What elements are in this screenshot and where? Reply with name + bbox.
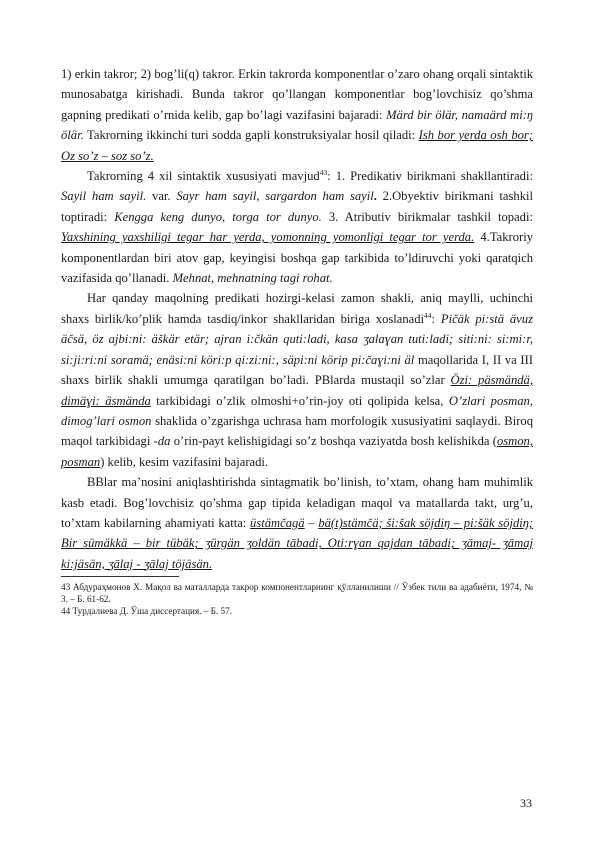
text: ) kelib, kesim vazifasini bajaradi.: [100, 454, 269, 469]
text: tarkibidagi o’zlik olmoshi+o’rin-joy oti qolipida kelsa,: [150, 393, 449, 408]
example-text: osmon, posman: [61, 434, 533, 469]
text: : 1. Predikativ birikmani shakllantiradi:: [327, 169, 533, 184]
example-text: Özi: päsmändä, dimäɣi: äsmända: [61, 373, 533, 408]
example-text: Pičäk pi:stä ävuz äčsä, öz ajbi:ni: äškär etär; ajran i:čkän quti:ladi, kasa ӡalaɣan tuti:ladi; siti:ni: si:mi:r, si:ji:ri:ni soramä; enäsi:ni köri:p qi:zi:ni:, säpi:ni körip pi:čaɣi:ni äl: [61, 311, 533, 367]
example-text: O’zlari posman, dimog’lari osmon: [61, 393, 533, 428]
paragraph-3: [61, 288, 533, 472]
example-text: Mehnat, mehnatning tagi rohat.: [172, 271, 333, 286]
text: 4.Takroriy komponentlardan biri atov gap, keyingisi boshqa gap tarkibida to’ldiruvchi yoki qaratqich vazifasida qo’llanadi.: [61, 230, 533, 286]
example-text: Märd bir ölär, namaärd mi:ŋ ölär.: [61, 107, 533, 143]
example-text: üstämčagä: [250, 515, 305, 530]
text: 1) erkin takror; 2) bog’li(q) takror. Erkin takrorda komponentlar o’zaro ohang orqali sintaktik munosabatga kirishadi. Bunda takror qo’llangan komponentlar bog’lovchisiz qo’shma gapning predikati o’rnida kelib, gap bo’lagi vazifasini bajaradi:: [61, 67, 533, 122]
example-text: Yaxshining yaxshiligi tegar har yerda, yomonning yomonligi tegar tor yerda.: [61, 230, 475, 245]
text: .: [373, 189, 377, 204]
example-text: Sayil ham sayil.: [61, 189, 147, 204]
footnote-separator: [61, 576, 179, 577]
text: 2.Obyektiv birikmani tashkil toptiradi:: [61, 189, 533, 224]
text: Har qanday maqolning predikati hozirgi-kelasi zamon shakli, aniq maylli, uchinchi shaxs birlik/ko’plik hamda tasdiq/inkor shakllaridan biriga xoslanadi: [61, 291, 533, 326]
text: :: [431, 311, 441, 326]
text: maqollarida I, II va III shaxs birlik shakli umumga qaratilgan bo’ladi. PBlarda mustaqil so’zlar: [61, 352, 534, 388]
text: Takrorning 4 xil sintaktik xususiyati mavjud: [87, 169, 320, 184]
text: BBlar ma’nosini aniqlashtirishda sintagmatik bo’linish, to’xtam, ohang ham muhimlik kasb etadi. Bog’lovchisiz qo’shma gap tipida keladigan maqol va matallarda takt, urg’u, to’xtam kabilarning ahamiyati katta:: [61, 475, 533, 530]
example-text: Sayr ham sayil, sargardon ham sayil: [176, 189, 374, 204]
footnote-ref[interactable]: 44: [424, 310, 432, 320]
footnote-44: 44 Турдалиева Д. Ўша диссертация. – Б. 57.: [61, 606, 233, 617]
footnote-43: 43 Абдураҳмонов Х. Мақол ва маталларда такрор компонентларнинг қўлланилиши // Ўзбек тили ва адабиёти, 1974, № 3. – Б. 61-62.: [61, 582, 533, 605]
page-number: 33: [520, 796, 532, 810]
text: var.: [146, 189, 177, 204]
paragraph-2: [61, 166, 533, 288]
example-text: Kengga keng dunyo, torga tor dunyo.: [114, 209, 322, 224]
text: o’rin-payt kelishigidagi so’z boshqa vaziyatda bosh kelishikda (: [170, 434, 497, 449]
paragraph-1: [61, 64, 533, 166]
example-text: Ish bor yerda osh bor; Oz so’z – soz so’z.: [61, 128, 534, 163]
text: Takrorning ikkinchi turi sodda gapli konstruksiyalar hosil qiladi:: [83, 128, 419, 143]
text: shaklida o’zgarishga uchrasa ham morfologik xususiyatini saqlaydi. Biroq maqol tarkibidagi -: [61, 413, 533, 449]
document-page: [61, 64, 533, 617]
text: 3. Atributiv birikmalar tashkil topadi:: [321, 209, 533, 224]
example-text: bä(t)stämčä; ši:šak söjdiŋ – pi:šäk söjdiŋ; Bir sümäkkä – bir tübäk; ӡürgän ӡoldän tābadi, Oti:rɣan qajdan tābadi; ӡāmaj- ӡāmaj ki:jäsän, ӡālaj - ӡālaj töjäsän.: [61, 515, 534, 571]
footnote-ref[interactable]: 43: [319, 167, 328, 177]
example-text: da: [157, 434, 171, 449]
text: –: [304, 515, 319, 530]
paragraph-4: [61, 472, 533, 574]
